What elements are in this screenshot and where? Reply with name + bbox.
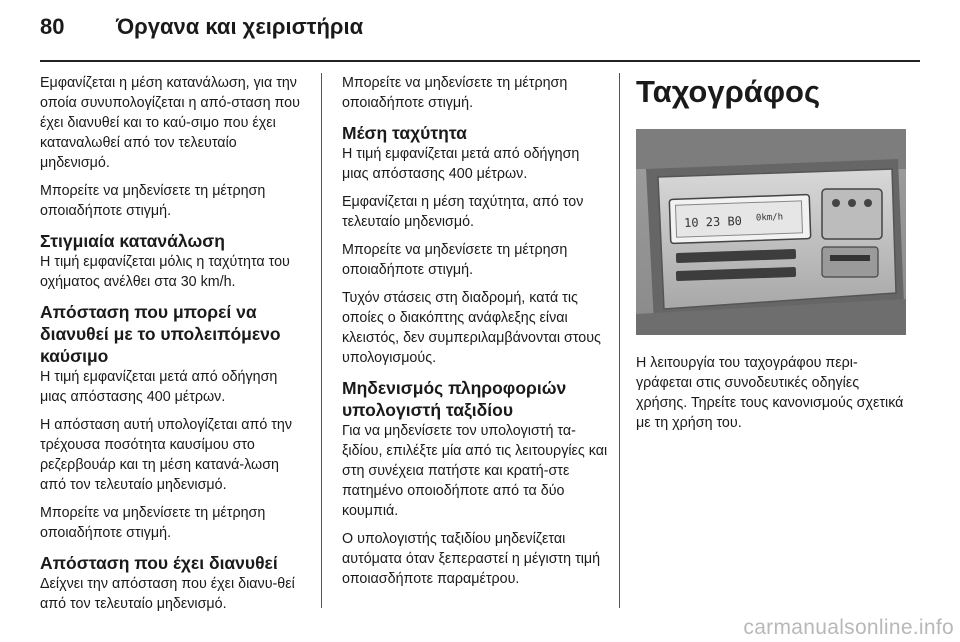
watermark: carmanualsonline.info <box>743 616 954 639</box>
paragraph: Τυχόν στάσεις στη διαδρομή, κατά τις οποίες ο διακόπτης ανάφλεξης είναι κλειστός, δεν συμπεριλαμβάνονται στους υπολογισμούς. <box>342 290 601 366</box>
column-middle <box>342 73 608 597</box>
section-heading-average-speed: Μέση ταχύτητα <box>342 123 467 143</box>
chapter-title: Όργανα και χειριστήρια <box>116 14 364 39</box>
paragraph: Εμφανίζεται η μέση κατανάλωση, για την οποία συνυπολογίζεται η από-σταση που έχει διανυθεί και το καύ-σιμο που έχει καταναλωθεί από τον τελευταίο μηδενισμό. <box>40 75 300 171</box>
paragraph: Η λειτουργία του ταχογράφου περι-γράφεται στις συνοδευτικές οδηγίες χρήσης. Τηρείτε τους κανονισμούς σχετικά με τη χρήση του. <box>636 355 904 431</box>
paragraph: Μπορείτε να μηδενίσετε τη μέτρηση οποιαδήποτε στιγμή. <box>342 242 568 278</box>
tachograph-display-text: 10 23 B0 <box>683 213 743 230</box>
paragraph: Μπορείτε να μηδενίσετε τη μέτρηση οποιαδήποτε στιγμή. <box>342 75 568 111</box>
section-heading-range: Απόσταση που μπορεί να διανυθεί με το υπολειπόμενο καύσιμο <box>40 302 281 366</box>
paragraph: Μπορείτε να μηδενίσετε τη μέτρηση οποιαδήποτε στιγμή. <box>40 183 266 219</box>
section-title-tachograph: Ταχογράφος <box>636 74 821 109</box>
column-left <box>40 73 304 622</box>
section-heading-instant-consumption: Στιγμιαία κατανάλωση <box>40 231 225 251</box>
paragraph: Μπορείτε να μηδενίσετε τη μέτρηση οποιαδήποτε στιγμή. <box>40 505 266 541</box>
column-divider <box>619 73 620 608</box>
tachograph-speed-text: 0km/h <box>755 212 784 224</box>
paragraph: Δείχνει την απόσταση που έχει διανυ-θεί από τον τελευταίο μηδενισμό. <box>40 576 295 612</box>
tachograph-photo <box>636 129 906 335</box>
column-right <box>636 73 906 441</box>
paragraph: Ο υπολογιστής ταξιδίου μηδενίζεται αυτόματα όταν ξεπεραστεί η μέγιστη τιμή οποιασδήποτε παραμέτρου. <box>342 531 601 587</box>
paragraph: Η απόσταση αυτή υπολογίζεται από την τρέχουσα ποσότητα καυσίμου στο ρεζερβουάρ και τη μέση κατανά-λωση από τον τελευταίο μηδενισμό. <box>40 417 293 493</box>
paragraph: Η τιμή εμφανίζεται μόλις η ταχύτητα του οχήματος ανέλθει στα 30 km/h. <box>40 254 290 290</box>
paragraph: Για να μηδενίσετε τον υπολογιστή τα-ξιδίου, επιλέξτε μία από τις λειτουργίες και στη συνέχεια πατήστε και κρατή-στε πατημένο οποιοδήποτε από τα δύο κουμπιά. <box>342 423 608 519</box>
paragraph: Η τιμή εμφανίζεται μετά από οδήγηση μιας απόστασης 400 μέτρων. <box>342 146 580 182</box>
header-rule <box>40 60 920 62</box>
paragraph: Εμφανίζεται η μέση ταχύτητα, από τον τελευταίο μηδενισμό. <box>342 194 584 230</box>
section-heading-distance: Απόσταση που έχει διανυθεί <box>40 553 278 573</box>
page-number: 80 <box>40 14 65 39</box>
paragraph: Η τιμή εμφανίζεται μετά από οδήγηση μιας απόστασης 400 μέτρων. <box>40 369 278 405</box>
page-header <box>0 0 960 60</box>
column-divider <box>321 73 322 608</box>
tachograph-illustration <box>636 129 906 335</box>
section-heading-reset: Μηδενισμός πληροφοριών υπολογιστή ταξιδίου <box>342 378 567 420</box>
